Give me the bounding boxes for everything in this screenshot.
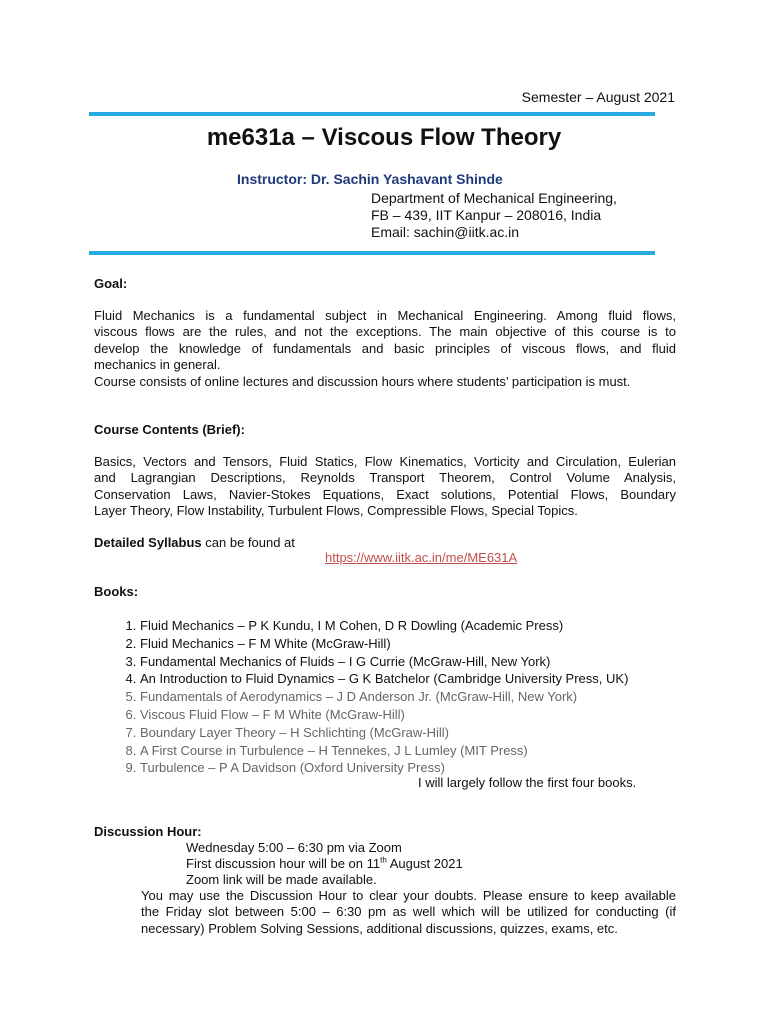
email: Email: sachin@iitk.ac.in — [371, 224, 520, 240]
book-item: 6. Viscous Fluid Flow – F M White (McGraw-Hill) — [140, 706, 628, 724]
address: FB – 439, IIT Kanpur – 208016, India — [371, 207, 602, 223]
goal-text — [94, 308, 676, 390]
discussion-first — [186, 856, 463, 871]
contents-line: and Lagrangian Descriptions, Reynolds Transport Theorem, Control Volume Analysis, — [94, 470, 676, 486]
contents-line: Layer Theory, Flow Instability, Turbulent Flows, Compressible Flows, Special Topics. — [94, 503, 578, 519]
contents-line: Conservation Laws, Navier-Stokes Equations, Exact solutions, Potential Flows, Boundary — [94, 486, 676, 502]
contents-heading: Course Contents (Brief): — [94, 422, 245, 437]
course-title: me631a – Viscous Flow Theory — [206, 124, 562, 151]
discussion-time: Wednesday 5:00 – 6:30 pm via Zoom — [186, 840, 402, 855]
discussion-first-sup: th — [380, 855, 387, 865]
bottom-divider — [89, 251, 655, 255]
syllabus-line — [94, 535, 676, 551]
goal-line: develop the knowledge of fundamentals and basic principles of viscous flows, and fluid — [94, 340, 676, 356]
goal-line: mechanics in general. — [94, 357, 221, 373]
syllabus-bold: Detailed Syllabus — [94, 535, 202, 550]
contents-text — [94, 454, 676, 520]
book-item: 2. Fluid Mechanics – F M White (McGraw-Hill) — [140, 635, 628, 653]
top-divider — [89, 112, 655, 116]
discussion-line: the Friday slot between 5:00 – 6:30 pm as well which will be utilized for conducting (if — [141, 904, 676, 920]
syllabus-link[interactable]: https://www.iitk.ac.in/me/ME631A — [325, 550, 518, 565]
book-item: 8. A First Course in Turbulence – H Tennekes, J L Lumley (MIT Press) — [140, 742, 628, 760]
goal-line: Fluid Mechanics is a fundamental subject in Mechanical Engineering. Among fluid flows, — [94, 308, 676, 323]
book-item: 5. Fundamentals of Aerodynamics – J D Anderson Jr. (McGraw-Hill, New York) — [140, 688, 628, 706]
syllabus-rest: can be found at — [201, 535, 295, 550]
book-item: 1. Fluid Mechanics – P K Kundu, I M Cohen, D R Dowling (Academic Press) — [140, 617, 628, 635]
discussion-line: necessary) Problem Solving Sessions, additional discussions, quizzes, exams, etc. — [141, 920, 618, 936]
goal-text-2: Course consists of online lectures and discussion hours where students’ participation is must. — [94, 373, 631, 389]
books-follow-note: I will largely follow the first four books. — [418, 775, 637, 790]
discussion-line: You may use the Discussion Hour to clear your doubts. Please ensure to keep available — [141, 888, 676, 903]
books-heading: Books: — [94, 584, 139, 599]
book-item: 9. Turbulence – P A Davidson (Oxford University Press) — [140, 759, 628, 777]
department: Department of Mechanical Engineering, — [371, 190, 617, 206]
book-item: 7. Boundary Layer Theory – H Schlichting (McGraw-Hill) — [140, 724, 628, 742]
book-item: 3. Fundamental Mechanics of Fluids – I G Currie (McGraw-Hill, New York) — [140, 653, 628, 671]
books-list — [116, 617, 628, 777]
book-item: 4. An Introduction to Fluid Dynamics – G K Batchelor (Cambridge University Press, UK) — [140, 670, 628, 688]
goal-line: viscous flows are the rules, and not the exceptions. The main objective of this course is to — [94, 324, 676, 340]
goal-heading: Goal: — [94, 276, 128, 291]
instructor-name: Instructor: Dr. Sachin Yashavant Shinde — [237, 171, 503, 187]
contents-line: Basics, Vectors and Tensors, Fluid Statics, Flow Kinematics, Vorticity and Circulation, Eulerian — [94, 454, 676, 469]
discussion-heading: Discussion Hour: — [94, 824, 202, 839]
semester-label: Semester – August 2021 — [521, 89, 675, 105]
discussion-first-suffix: August 2021 — [386, 856, 463, 871]
discussion-paragraph — [141, 888, 676, 937]
discussion-first-prefix: First discussion hour will be on 11 — [186, 856, 381, 871]
discussion-zoom: Zoom link will be made available. — [186, 872, 377, 887]
